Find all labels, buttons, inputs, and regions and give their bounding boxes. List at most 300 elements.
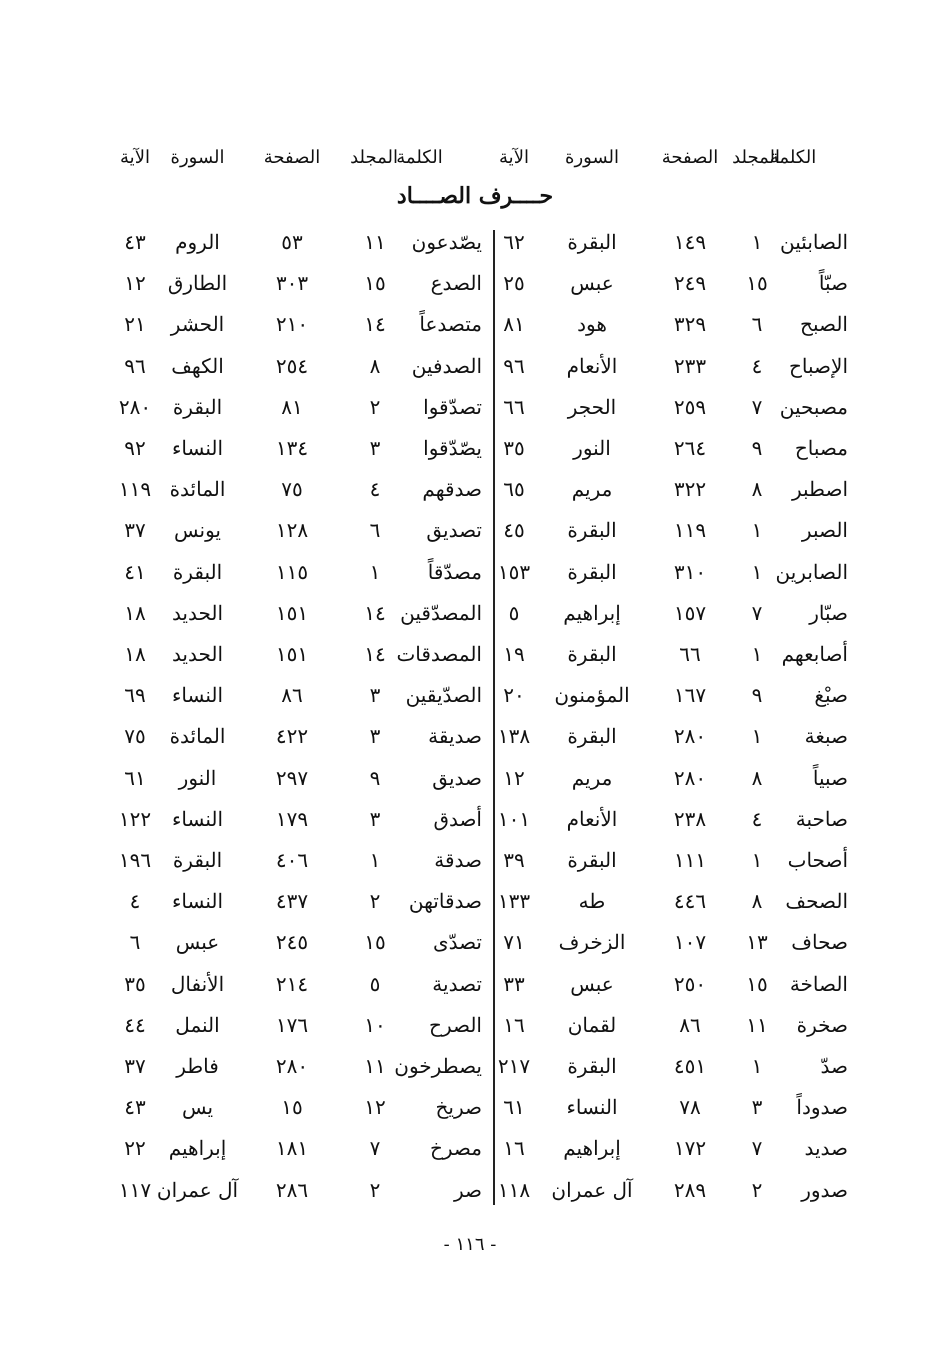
table-row: [110, 593, 490, 633]
entry-ayah: ١١٧: [118, 1177, 152, 1202]
entry-volume: ٩: [369, 765, 381, 790]
entry-volume: ٣: [751, 1095, 763, 1120]
entry-word: الصابرين: [775, 559, 848, 584]
entry-surah: طه: [578, 889, 606, 914]
entry-surah: النساء: [171, 889, 224, 914]
entry-surah: إبراهيم: [563, 600, 621, 625]
entry-word: صحاف: [791, 930, 848, 955]
entry-page: ٨٦: [281, 683, 303, 708]
entry-ayah: ١٥٣: [497, 559, 531, 584]
entry-page: ٤٢٢: [275, 724, 309, 749]
table-row: [497, 881, 860, 921]
table-row: [110, 758, 490, 798]
entry-page: ١١٥: [275, 559, 309, 584]
entry-page: ٢٩٧: [275, 765, 309, 790]
entry-page: ٢٤٩: [673, 271, 707, 296]
entry-page: ٤٠٦: [275, 848, 309, 872]
entry-word: المصدقات: [396, 642, 482, 666]
entry-ayah: ١١٩: [118, 477, 152, 502]
entry-page: ١٠٧: [673, 930, 707, 955]
table-row: [500, 922, 860, 962]
entry-surah: عبس: [570, 271, 614, 296]
table-row: [110, 387, 490, 427]
entry-word: صدقة: [434, 848, 482, 872]
entry-word: صبّار: [809, 600, 848, 625]
table-row: [500, 840, 860, 880]
entry-word: أصحاب: [787, 848, 848, 872]
entry-volume: ١١: [746, 1012, 768, 1037]
entry-word: المصدّقين: [400, 600, 482, 625]
entry-word: يصطرخون: [394, 1054, 482, 1078]
table-row: [500, 964, 860, 1004]
entry-volume: ٩: [751, 436, 763, 460]
entry-page: ٢٨٦: [275, 1177, 309, 1202]
entry-ayah: ٩٢: [124, 436, 146, 460]
entry-ayah: ٧١: [503, 930, 525, 955]
entry-surah: النساء: [171, 436, 224, 460]
entry-volume: ١: [751, 1054, 763, 1078]
entry-surah: النور: [178, 765, 217, 790]
entry-word: تصدّقوا: [423, 394, 482, 419]
header-word: الكلمة: [396, 147, 443, 168]
header-ayah: الآية: [499, 147, 529, 168]
entry-volume: ٢: [751, 1177, 763, 1202]
table-row: [110, 881, 490, 921]
entry-page: ٢١٤: [275, 971, 309, 996]
entry-word: صديق: [432, 765, 482, 790]
entry-ayah: ٦١: [503, 1095, 525, 1120]
entry-volume: ٣: [369, 724, 381, 749]
entry-page: ٢٥٠: [673, 971, 707, 996]
entry-page: ٢٨٠: [673, 724, 707, 749]
entry-volume: ١٤: [364, 642, 386, 666]
entry-word: الإصباح: [789, 353, 848, 378]
entry-surah: الحشر: [170, 312, 225, 337]
header-word: الكلمة: [769, 147, 817, 168]
entry-ayah: ١٣٣: [497, 889, 531, 914]
right-header-row: [500, 138, 860, 178]
entry-page: ٢٨٩: [673, 1177, 707, 1202]
entry-word: صدوداً: [796, 1095, 848, 1120]
table-row: [500, 758, 860, 798]
entry-word: اصطبر: [791, 477, 848, 502]
entry-surah: فاطر: [176, 1054, 219, 1078]
entry-volume: ٧: [751, 1136, 763, 1161]
entry-word: يصّدّقوا: [423, 436, 482, 460]
entry-ayah: ٥: [508, 600, 520, 625]
entry-ayah: ٦٥: [503, 477, 525, 502]
entry-page: ٢٣٣: [673, 353, 707, 378]
entry-surah: النساء: [566, 1095, 618, 1120]
entry-ayah: ٤٣: [124, 230, 146, 254]
header-volume: المجلد: [350, 147, 398, 168]
table-row: [497, 552, 860, 592]
header-surah: السورة: [170, 147, 225, 168]
table-row: [497, 716, 860, 756]
entry-ayah: ٦١: [124, 765, 146, 790]
entry-ayah: ٧٥: [124, 724, 146, 749]
table-row: [500, 469, 860, 509]
entry-surah: الزخرف: [558, 930, 626, 955]
table-row: [500, 634, 860, 674]
entry-ayah: ١٢٢: [118, 806, 152, 831]
entry-word: مصباح: [794, 436, 848, 460]
entry-surah: الأنعام: [566, 806, 618, 831]
table-row: [110, 799, 490, 839]
entry-volume: ٧: [751, 600, 763, 625]
table-row: [500, 675, 860, 715]
entry-word: الصبح: [800, 312, 848, 337]
entry-page: ١٧٩: [275, 806, 309, 831]
table-row: [500, 1087, 860, 1127]
entry-page: ٤٣٧: [275, 889, 309, 914]
entry-ayah: ١٢: [503, 765, 525, 790]
entry-volume: ٦: [369, 518, 381, 543]
entry-word: تصدّى: [432, 930, 482, 955]
entry-word: الصدفين: [411, 353, 482, 378]
column-divider: [493, 230, 495, 1205]
table-row: [500, 263, 860, 303]
entry-word: صدقهم: [422, 477, 482, 502]
entry-volume: ١٤: [364, 600, 386, 625]
entry-volume: ٨: [751, 765, 763, 790]
entry-word: الصابئين: [780, 230, 848, 254]
entry-word: صر: [453, 1177, 482, 1202]
entry-volume: ٨: [751, 477, 763, 502]
entry-ayah: ٦٩: [124, 683, 146, 708]
entry-word: صبّاً: [818, 271, 848, 296]
entry-volume: ٢: [369, 889, 381, 914]
entry-word: الصبر: [801, 518, 848, 543]
entry-volume: ٤: [751, 806, 763, 831]
entry-volume: ١: [751, 724, 763, 749]
entry-word: صدّ: [820, 1054, 848, 1078]
entry-page: ٢٤٥: [275, 930, 309, 955]
entry-surah: البقرة: [172, 559, 223, 584]
entry-surah: النساء: [171, 683, 224, 708]
table-row: [110, 840, 490, 880]
entry-volume: ٦: [751, 312, 763, 337]
entry-ayah: ٢٨٠: [118, 394, 152, 419]
entry-volume: ٥: [369, 971, 381, 996]
entry-volume: ٨: [751, 889, 763, 914]
entry-word: متصدعاً: [419, 312, 482, 337]
entry-volume: ٣: [369, 806, 381, 831]
entry-volume: ١: [751, 642, 763, 666]
entry-page: ١٣٤: [275, 436, 309, 460]
entry-volume: ٧: [369, 1136, 381, 1161]
entry-surah: البقرة: [567, 230, 617, 254]
entry-ayah: ٢٥: [503, 271, 525, 296]
entry-volume: ١: [369, 559, 381, 584]
entry-volume: ١٥: [746, 971, 768, 996]
entry-page: ١١٩: [673, 518, 707, 543]
entry-page: ١٧٢: [673, 1136, 707, 1161]
entry-word: الصرح: [429, 1012, 482, 1037]
entry-page: ١٥١: [275, 600, 309, 625]
entry-volume: ٢: [369, 1177, 381, 1202]
entry-page: ٤٥١: [673, 1054, 707, 1078]
entry-volume: ٩: [751, 683, 763, 708]
table-row: [110, 1005, 490, 1045]
entry-word: أصدق: [433, 806, 482, 831]
entry-page: ٣١٠: [673, 559, 707, 584]
entry-ayah: ٢٢: [124, 1136, 146, 1161]
table-row: [110, 716, 490, 756]
table-row: [110, 675, 490, 715]
entry-surah: الروم: [175, 230, 220, 254]
entry-page: ١٥: [281, 1095, 303, 1120]
table-row: [500, 304, 860, 344]
entry-word: الصاخة: [789, 971, 848, 996]
entry-volume: ١: [751, 230, 763, 254]
table-row: [110, 634, 490, 674]
entry-surah: البقرة: [172, 848, 223, 872]
entry-word: تصديق: [426, 518, 482, 543]
entry-word: صاحبة: [795, 806, 848, 831]
table-row: [500, 593, 860, 633]
entry-ayah: ٢١: [124, 312, 146, 337]
table-row: [110, 428, 490, 468]
entry-page: ٢٨٠: [673, 765, 707, 790]
entry-volume: ١٣: [746, 930, 768, 955]
entry-surah: يونس: [174, 518, 221, 543]
entry-surah: الحديد: [171, 600, 224, 625]
entry-ayah: ٦: [129, 930, 141, 955]
entry-ayah: ١١٨: [497, 1177, 531, 1202]
entry-surah: البقرة: [567, 848, 617, 872]
entry-ayah: ٣٧: [124, 518, 146, 543]
entry-volume: ١: [369, 848, 381, 872]
header-page: الصفحة: [661, 147, 719, 168]
entry-ayah: ٤١: [124, 559, 146, 584]
entry-surah: آل عمران: [551, 1177, 633, 1202]
entry-ayah: ٣٧: [124, 1054, 146, 1078]
entry-ayah: ٤٣: [124, 1095, 146, 1120]
left-header-row: [110, 138, 490, 178]
entry-volume: ١: [751, 848, 763, 872]
entry-volume: ٤: [751, 353, 763, 378]
entry-word: الصدّيقين: [405, 683, 482, 708]
table-row: [110, 510, 490, 550]
entry-ayah: ١٣٨: [497, 724, 531, 749]
entry-page: ٢١٠: [275, 312, 309, 337]
entry-word: صدور: [801, 1177, 848, 1202]
entry-surah: هود: [577, 312, 607, 337]
entry-surah: البقرة: [567, 559, 617, 584]
entry-word: الصحف: [785, 889, 848, 914]
table-row: [110, 263, 490, 303]
entry-volume: ١٥: [364, 271, 386, 296]
entry-ayah: ٦٢: [503, 230, 525, 254]
entry-surah: البقرة: [567, 642, 617, 666]
entry-ayah: ٢١٧: [497, 1054, 531, 1078]
entry-surah: عبس: [175, 930, 220, 955]
entry-ayah: ١٨: [124, 642, 146, 666]
entry-ayah: ١٩٦: [118, 848, 152, 872]
entry-ayah: ٨١: [503, 312, 525, 337]
entry-ayah: ٣٩: [503, 848, 525, 872]
table-row: [500, 510, 860, 550]
table-row: [110, 922, 490, 962]
entry-page: ٢٣٨: [673, 806, 707, 831]
header-surah: السورة: [565, 147, 619, 168]
table-row: [497, 1046, 860, 1086]
table-row: [500, 387, 860, 427]
entry-page: ١١١: [673, 848, 707, 872]
entry-word: مصرخ: [429, 1136, 482, 1161]
entry-surah: النمل: [175, 1012, 220, 1037]
entry-page: ٢٨٠: [275, 1054, 309, 1078]
header-volume: المجلد: [732, 147, 780, 168]
entry-page: ٣٢٢: [673, 477, 707, 502]
entry-page: ١٥٧: [673, 600, 707, 625]
entry-ayah: ١٢: [124, 271, 146, 296]
entry-surah: الأنعام: [566, 353, 618, 378]
table-row: [500, 1005, 860, 1045]
entry-volume: ٣: [369, 436, 381, 460]
entry-surah: البقرة: [567, 724, 617, 749]
header-ayah: الآية: [120, 147, 150, 168]
entry-page: ٨١: [281, 394, 303, 419]
page-number: - ١١٦ -: [443, 1234, 497, 1255]
entry-ayah: ٣٥: [503, 436, 525, 460]
table-row: [500, 346, 860, 386]
entry-volume: ١٢: [364, 1095, 386, 1120]
entry-surah: مريم: [571, 765, 613, 790]
header-page: الصفحة: [263, 147, 321, 168]
entry-surah: الحديد: [171, 642, 224, 666]
entry-surah: الأنفال: [170, 971, 225, 996]
entry-ayah: ١٩: [503, 642, 525, 666]
entry-page: ١٨١: [275, 1136, 309, 1161]
table-row: [500, 222, 860, 262]
section-title: حــــرف الصــــاد: [396, 183, 554, 209]
entry-ayah: ٦٦: [503, 394, 525, 419]
entry-ayah: ١٦: [503, 1012, 525, 1037]
entry-volume: ١١: [364, 1054, 386, 1078]
entry-volume: ١٥: [364, 930, 386, 955]
entry-page: ٢٦٤: [673, 436, 707, 460]
table-row: [110, 1170, 490, 1210]
entry-page: ١٤٩: [673, 230, 707, 254]
entry-ayah: ٣٥: [124, 971, 146, 996]
entry-surah: يس: [181, 1095, 214, 1120]
entry-page: ٧٥: [281, 477, 303, 502]
entry-word: الصدع: [430, 271, 482, 296]
entry-volume: ٧: [751, 394, 763, 419]
table-row: [110, 222, 490, 262]
entry-ayah: ٢٠: [503, 683, 525, 708]
entry-volume: ١: [751, 518, 763, 543]
table-row: [110, 346, 490, 386]
entry-page: ١٦٧: [673, 683, 707, 708]
entry-page: ٨٦: [679, 1012, 701, 1037]
entry-word: صبياً: [812, 765, 848, 790]
entry-word: صريخ: [435, 1095, 482, 1120]
entry-word: أصابعهم: [781, 642, 848, 666]
entry-page: ٦٦: [679, 642, 701, 666]
entry-surah: البقرة: [567, 518, 617, 543]
entry-volume: ١٠: [364, 1012, 386, 1037]
entry-ayah: ٩٦: [503, 353, 525, 378]
entry-page: ١٢٨: [275, 518, 309, 543]
entry-surah: البقرة: [567, 1054, 617, 1078]
table-row: [110, 552, 490, 592]
entry-ayah: ١٦: [503, 1136, 525, 1161]
entry-ayah: ٤٥: [503, 518, 525, 543]
entry-ayah: ٤٤: [124, 1012, 146, 1037]
entry-surah: آل عمران: [156, 1177, 239, 1202]
entry-volume: ٣: [369, 683, 381, 708]
entry-word: مصدّقاً: [427, 559, 482, 584]
entry-surah: النور: [573, 436, 611, 460]
entry-ayah: ٣٣: [503, 971, 525, 996]
table-row: [110, 1128, 490, 1168]
table-row: [110, 1046, 490, 1086]
entry-page: ٤٤٦: [673, 889, 707, 914]
entry-volume: ٤: [369, 477, 381, 502]
entry-word: صدقاتهن: [408, 889, 482, 914]
entry-word: صبغة: [804, 724, 848, 749]
entry-page: ٣٠٣: [275, 271, 309, 296]
entry-surah: الطارق: [167, 271, 228, 296]
entry-surah: الكهف: [171, 353, 224, 378]
entry-volume: ١٤: [364, 312, 386, 337]
entry-volume: ١: [751, 559, 763, 584]
entry-page: ٧٨: [679, 1095, 701, 1120]
table-row: [110, 1087, 490, 1127]
entry-volume: ٨: [369, 353, 381, 378]
entry-page: ١٥١: [275, 642, 309, 666]
entry-surah: الحجر: [567, 394, 617, 419]
entry-ayah: ١٠١: [497, 806, 531, 831]
entry-ayah: ٩٦: [124, 353, 146, 378]
entry-word: صديد: [804, 1136, 848, 1161]
entry-page: ٥٣: [281, 230, 303, 254]
table-row: [497, 1170, 860, 1210]
entry-ayah: ١٨: [124, 600, 146, 625]
entry-surah: النساء: [171, 806, 224, 831]
entry-page: ٢٥٩: [673, 394, 707, 419]
entry-surah: إبراهيم: [168, 1136, 227, 1161]
entry-ayah: ٤: [129, 889, 141, 914]
entry-volume: ١١: [364, 230, 386, 254]
entry-surah: البقرة: [172, 394, 223, 419]
entry-surah: المائدة: [169, 477, 226, 502]
entry-surah: المائدة: [169, 724, 226, 749]
entry-page: ٣٢٩: [673, 312, 707, 337]
entry-volume: ٢: [369, 394, 381, 419]
table-row: [500, 1128, 860, 1168]
table-row: [497, 799, 860, 839]
entry-surah: لقمان: [567, 1012, 617, 1037]
entry-word: تصدية: [432, 971, 482, 996]
entry-page: ٢٥٤: [275, 353, 309, 378]
entry-word: صبْغ: [814, 683, 848, 708]
table-row: [500, 428, 860, 468]
entry-volume: ١٥: [746, 271, 768, 296]
entry-word: صديقة: [428, 724, 482, 749]
table-row: [110, 964, 490, 1004]
entry-surah: إبراهيم: [563, 1136, 621, 1161]
entry-surah: مريم: [571, 477, 613, 502]
table-row: [110, 304, 490, 344]
entry-surah: المؤمنون: [554, 683, 630, 708]
entry-surah: عبس: [570, 971, 614, 996]
entry-word: مصبحين: [779, 394, 848, 419]
entry-word: يصّدعون: [411, 230, 482, 254]
